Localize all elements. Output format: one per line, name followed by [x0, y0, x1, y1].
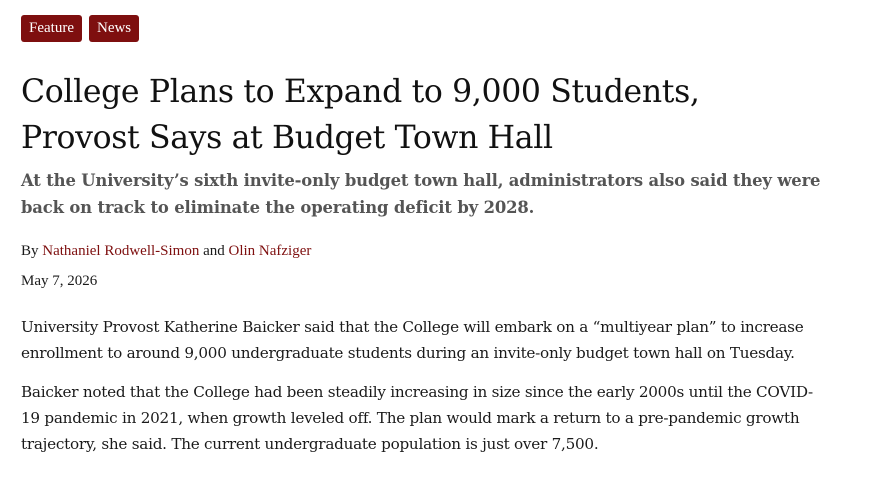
publish-date: May 7, 2026: [21, 273, 98, 289]
tag-list: [21, 15, 841, 42]
author-link-olin-nafziger[interactable]: Olin Nafziger: [228, 243, 312, 259]
body-paragraph-1: University Provost Katherine Baicker said that the College will embark on a “multiyear plan” to increase enrollment to around 9,000 undergraduate students during an invite-only budget town hall on Tuesday.: [21, 318, 804, 362]
author-link-nathaniel-rodwell-simon[interactable]: Nathaniel Rodwell-Simon: [42, 243, 200, 259]
headline: College Plans to Expand to 9,000 Students, Provost Says at Budget Town Hall: [21, 74, 700, 156]
body-paragraph-2: Baicker noted that the College had been steadily increasing in size since the early 2000s until the COVID-19 pandemic in 2021, when growth leveled off. The plan would mark a return to a pre-pandemic growth trajectory, she said. The current undergraduate population is just over 7,500.: [21, 383, 813, 453]
byline-prefix: By: [21, 243, 39, 259]
article-body: [21, 314, 841, 457]
tag-news[interactable]: News: [89, 15, 139, 42]
tag-feature[interactable]: Feature: [21, 15, 82, 42]
byline-conjunction: and: [203, 243, 225, 259]
byline: [21, 241, 841, 261]
subheadline: At the University’s sixth invite-only budget town hall, administrators also said they were back on track to eliminate the operating deficit by 2028.: [21, 171, 821, 217]
